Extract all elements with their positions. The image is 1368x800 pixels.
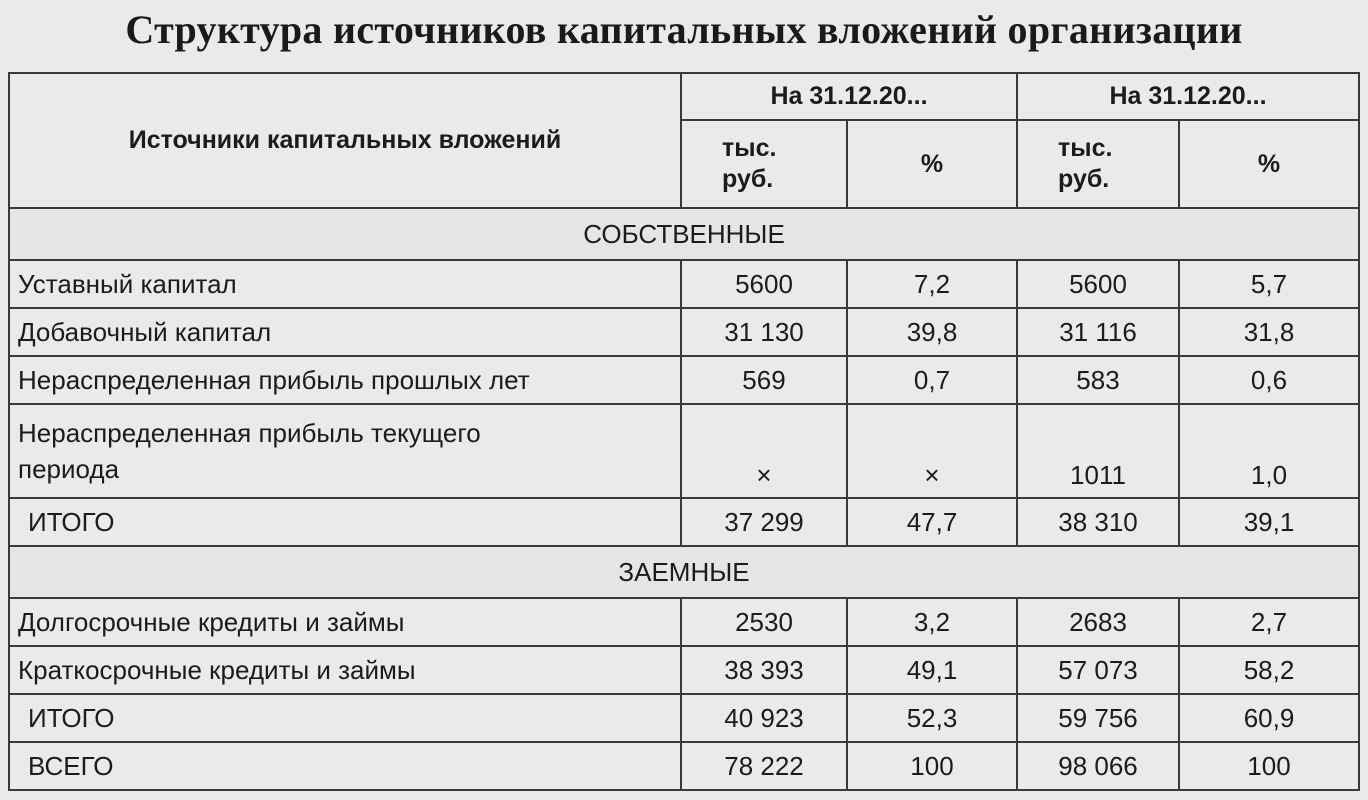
header-unit-2-line1: тыс.: [1058, 134, 1113, 162]
table-row: [9, 646, 1359, 694]
percent-2: 5,7: [1179, 260, 1359, 308]
subtotal-row-own: [9, 498, 1359, 546]
row-label-line1: Нераспределенная прибыль текущего: [18, 418, 481, 448]
percent-2: 60,9: [1179, 694, 1359, 742]
row-label: Долгосрочные кредиты и займы: [9, 598, 681, 646]
value-2: 98 066: [1017, 742, 1179, 790]
percent-1: ×: [847, 404, 1017, 498]
percent-1: 52,3: [847, 694, 1017, 742]
value-2: 583: [1017, 356, 1179, 404]
value-1: 40 923: [681, 694, 847, 742]
header-unit-2-line2: руб.: [1058, 165, 1110, 193]
value-2: 1011: [1017, 404, 1179, 498]
table-row: [9, 404, 1359, 498]
section-own: [9, 208, 1359, 260]
value-1: 569: [681, 356, 847, 404]
table-row: [9, 356, 1359, 404]
percent-1: 39,8: [847, 308, 1017, 356]
percent-1: 0,7: [847, 356, 1017, 404]
capital-sources-table: [8, 72, 1360, 791]
value-2: 59 756: [1017, 694, 1179, 742]
value-1: ×: [681, 404, 847, 498]
percent-2: 2,7: [1179, 598, 1359, 646]
row-label: Уставный капитал: [9, 260, 681, 308]
header-percent-2: %: [1179, 120, 1359, 208]
table-row: [9, 260, 1359, 308]
value-2: 5600: [1017, 260, 1179, 308]
percent-1: 3,2: [847, 598, 1017, 646]
row-label: Краткосрочные кредиты и займы: [9, 646, 681, 694]
value-1: 2530: [681, 598, 847, 646]
percent-1: 47,7: [847, 498, 1017, 546]
subtotal-row-borrowed: [9, 694, 1359, 742]
row-label: ИТОГО: [9, 694, 681, 742]
table-row: [9, 308, 1359, 356]
row-label-line2: периода: [18, 454, 120, 484]
page-title: Структура источников капитальных вложений организации: [125, 7, 1243, 52]
header-sources: Источники капитальных вложений: [9, 73, 681, 208]
header-unit-1-line1: тыс.: [722, 134, 777, 162]
header-row-1: [9, 73, 1359, 120]
header-unit-2: [1017, 120, 1179, 208]
percent-1: 7,2: [847, 260, 1017, 308]
row-label: [9, 404, 681, 498]
percent-1: 49,1: [847, 646, 1017, 694]
grand-total-row: [9, 742, 1359, 790]
value-2: 38 310: [1017, 498, 1179, 546]
header-unit-1-line2: руб.: [722, 165, 774, 193]
row-label: Добавочный капитал: [9, 308, 681, 356]
percent-2: 0,6: [1179, 356, 1359, 404]
row-label: ВСЕГО: [9, 742, 681, 790]
section-borrowed-label: ЗАЕМНЫЕ: [9, 546, 1359, 598]
row-label: Нераспределенная прибыль прошлых лет: [9, 356, 681, 404]
value-1: 5600: [681, 260, 847, 308]
section-borrowed: [9, 546, 1359, 598]
table-row: [9, 598, 1359, 646]
header-percent-1: %: [847, 120, 1017, 208]
percent-2: 39,1: [1179, 498, 1359, 546]
header-date-1: На 31.12.20...: [681, 73, 1017, 120]
percent-2: 1,0: [1179, 404, 1359, 498]
value-1: 38 393: [681, 646, 847, 694]
percent-1: 100: [847, 742, 1017, 790]
section-own-label: СОБСТВЕННЫЕ: [9, 208, 1359, 260]
value-1: 31 130: [681, 308, 847, 356]
percent-2: 100: [1179, 742, 1359, 790]
value-2: 31 116: [1017, 308, 1179, 356]
value-2: 57 073: [1017, 646, 1179, 694]
header-unit-1: [681, 120, 847, 208]
value-1: 37 299: [681, 498, 847, 546]
value-1: 78 222: [681, 742, 847, 790]
row-label: ИТОГО: [9, 498, 681, 546]
value-2: 2683: [1017, 598, 1179, 646]
header-date-2: На 31.12.20...: [1017, 73, 1359, 120]
percent-2: 58,2: [1179, 646, 1359, 694]
percent-2: 31,8: [1179, 308, 1359, 356]
